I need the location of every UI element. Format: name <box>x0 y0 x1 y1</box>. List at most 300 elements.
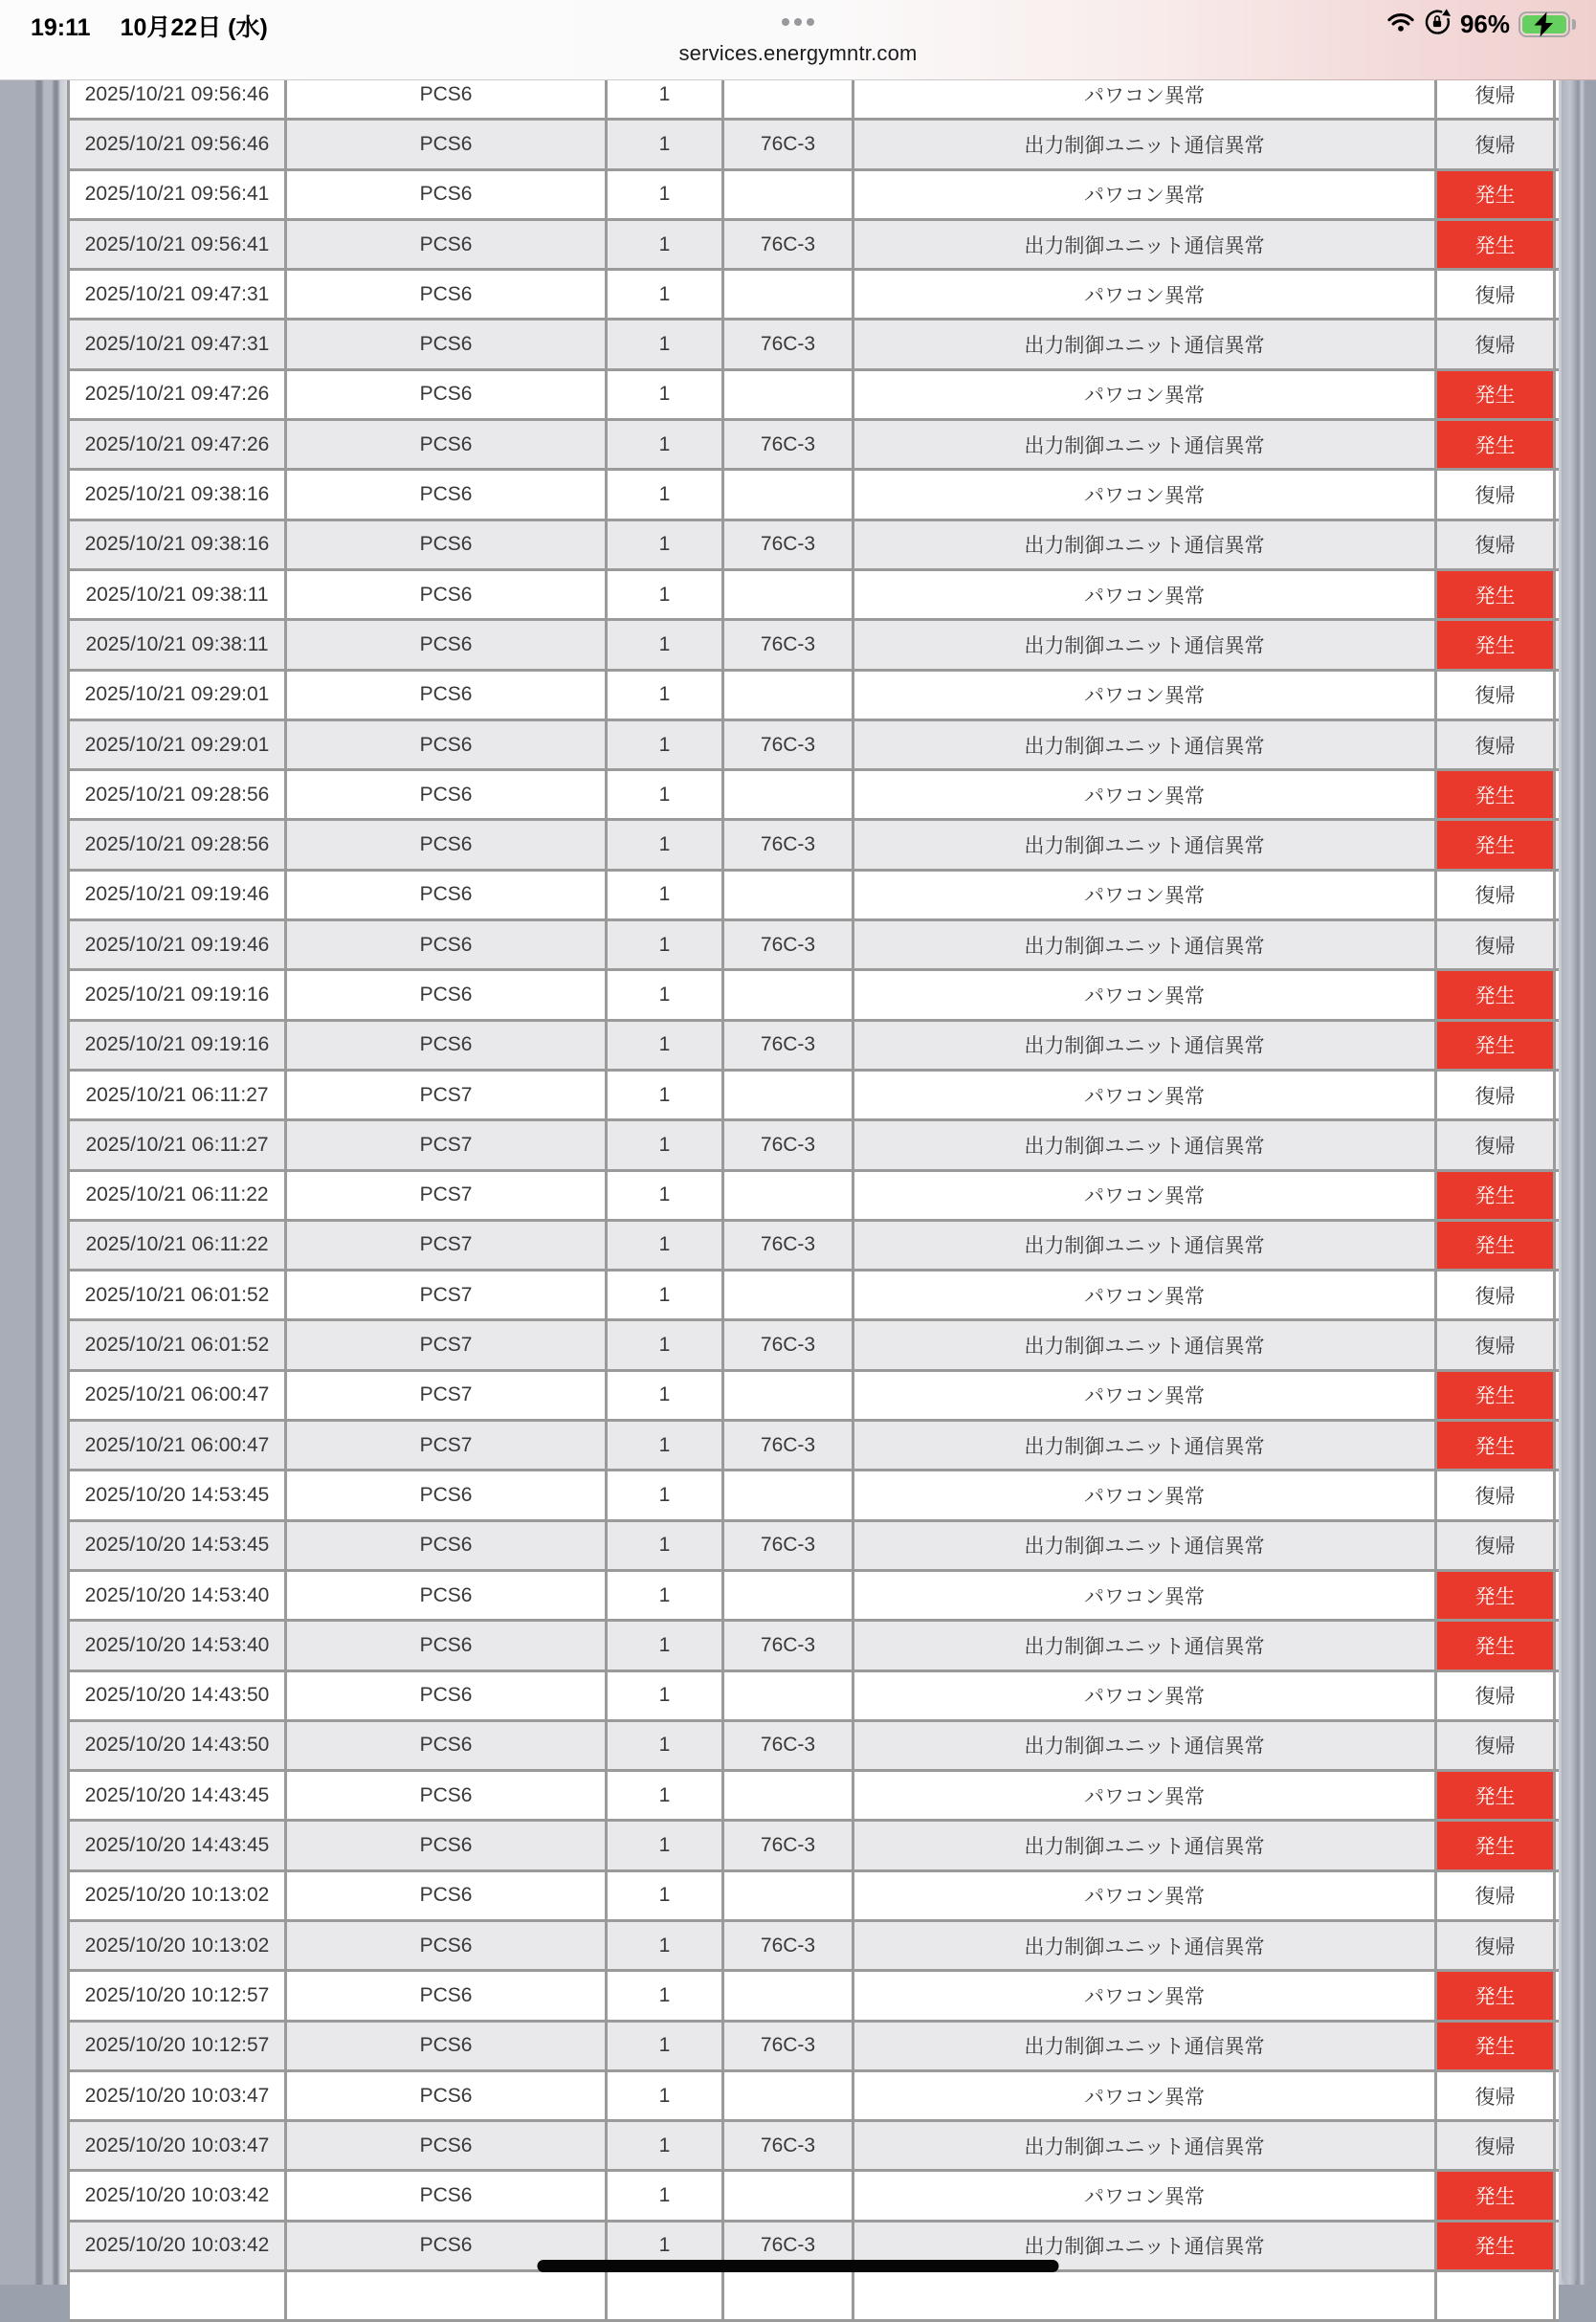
cell-status: 復帰 <box>1437 471 1556 518</box>
cell-count: 1 <box>608 872 724 918</box>
cell-count: 1 <box>608 1672 724 1719</box>
cell-message: パワコン異常 <box>854 371 1437 418</box>
cell-timestamp: 2025/10/21 09:19:46 <box>70 921 287 968</box>
cell-status: 発生 <box>1437 221 1556 268</box>
cell-message: 出力制御ユニット通信異常 <box>854 1022 1437 1069</box>
cell-status: 復帰 <box>1437 121 1556 167</box>
cell-device: PCS6 <box>287 1872 608 1919</box>
url-host-label: services.energymntr.com <box>678 41 918 65</box>
cell-code <box>724 1972 854 2019</box>
cell-timestamp: 2025/10/20 14:43:50 <box>70 1672 287 1719</box>
cell-timestamp: 2025/10/20 14:53:40 <box>70 1622 287 1669</box>
table-row <box>70 1822 1559 1871</box>
cell-count: 1 <box>608 1972 724 2019</box>
table-row <box>70 1572 1559 1622</box>
cell-device: PCS6 <box>287 672 608 719</box>
address-bar[interactable] <box>0 41 1596 66</box>
cell-code <box>724 771 854 818</box>
table-row <box>70 121 1559 170</box>
cell-message: 出力制御ユニット通信異常 <box>854 1822 1437 1869</box>
home-indicator[interactable] <box>538 2260 1059 2272</box>
right-scrollbar-track[interactable] <box>1556 0 1596 2285</box>
cell-message: 出力制御ユニット通信異常 <box>854 1121 1437 1168</box>
table-row <box>70 1722 1559 1772</box>
cell-code <box>724 971 854 1018</box>
table-row <box>70 2072 1559 2122</box>
cell-status: 復帰 <box>1437 921 1556 968</box>
table-row <box>70 1471 1559 1521</box>
cell-count <box>608 2272 724 2319</box>
cell-device: PCS6 <box>287 1922 608 1969</box>
cell-status: 復帰 <box>1437 1321 1556 1368</box>
cell-count: 1 <box>608 1422 724 1469</box>
cell-code <box>724 1072 854 1118</box>
table-row <box>70 872 1559 921</box>
cell-status: 発生 <box>1437 971 1556 1018</box>
cell-device: PCS7 <box>287 1072 608 1118</box>
cell-code: 76C-3 <box>724 621 854 668</box>
cell-device: PCS7 <box>287 1222 608 1269</box>
cell-timestamp: 2025/10/20 14:53:40 <box>70 1572 287 1619</box>
cell-device: PCS6 <box>287 1622 608 1669</box>
scrollbar-thumb[interactable] <box>1562 0 1577 2285</box>
table-row <box>70 571 1559 621</box>
cell-message: 出力制御ユニット通信異常 <box>854 321 1437 367</box>
cell-device: PCS6 <box>287 171 608 218</box>
cell-timestamp: 2025/10/21 09:56:41 <box>70 171 287 218</box>
cell-timestamp <box>70 2272 287 2319</box>
cell-count: 1 <box>608 1272 724 1318</box>
cell-count: 1 <box>608 1822 724 1869</box>
cell-timestamp: 2025/10/21 06:01:52 <box>70 1321 287 1368</box>
cell-message: 出力制御ユニット通信異常 <box>854 421 1437 468</box>
cell-code <box>724 1872 854 1919</box>
cell-timestamp: 2025/10/21 06:00:47 <box>70 1422 287 1469</box>
alarm-log-table <box>67 71 1559 2285</box>
cell-code <box>724 271 854 318</box>
cell-status: 発生 <box>1437 1172 1556 1219</box>
cell-timestamp: 2025/10/21 06:11:27 <box>70 1072 287 1118</box>
cell-timestamp: 2025/10/20 14:43:45 <box>70 1822 287 1869</box>
table-row <box>70 1622 1559 1671</box>
cell-device: PCS6 <box>287 872 608 918</box>
table-row <box>70 721 1559 771</box>
cell-code <box>724 2072 854 2119</box>
battery-percent-label: 96% <box>1459 10 1510 38</box>
cell-timestamp: 2025/10/21 06:01:52 <box>70 1272 287 1318</box>
cell-device: PCS6 <box>287 371 608 418</box>
cell-status: 発生 <box>1437 421 1556 468</box>
cell-message: パワコン異常 <box>854 1572 1437 1619</box>
table-row <box>70 1672 1559 1722</box>
cell-message: パワコン異常 <box>854 171 1437 218</box>
orientation-lock-icon <box>1423 8 1452 41</box>
table-row <box>70 1222 1559 1272</box>
cell-message: パワコン異常 <box>854 872 1437 918</box>
cell-count: 1 <box>608 1572 724 1619</box>
table-row <box>70 471 1559 520</box>
cell-device: PCS6 <box>287 71 608 118</box>
cell-device: PCS6 <box>287 321 608 367</box>
cell-code: 76C-3 <box>724 2023 854 2069</box>
cell-count: 1 <box>608 1172 724 1219</box>
cell-count: 1 <box>608 2222 724 2269</box>
cell-code: 76C-3 <box>724 921 854 968</box>
cell-code <box>724 1772 854 1819</box>
table-row <box>70 971 1559 1021</box>
cell-device: PCS6 <box>287 1772 608 1819</box>
table-row <box>70 1072 1559 1121</box>
cell-device: PCS6 <box>287 1822 608 1869</box>
cell-device: PCS6 <box>287 921 608 968</box>
table-row <box>70 921 1559 971</box>
cell-message: パワコン異常 <box>854 1372 1437 1419</box>
cell-timestamp: 2025/10/20 10:12:57 <box>70 1972 287 2019</box>
cell-count: 1 <box>608 1722 724 1769</box>
cell-message: パワコン異常 <box>854 1872 1437 1919</box>
cell-timestamp: 2025/10/21 09:56:41 <box>70 221 287 268</box>
cell-timestamp: 2025/10/21 09:29:01 <box>70 721 287 768</box>
cell-message: 出力制御ユニット通信異常 <box>854 521 1437 568</box>
cell-timestamp: 2025/10/21 09:19:16 <box>70 971 287 1018</box>
cell-timestamp: 2025/10/21 09:19:16 <box>70 1022 287 1069</box>
cell-timestamp: 2025/10/21 06:00:47 <box>70 1372 287 1419</box>
cell-code <box>724 171 854 218</box>
cell-message: パワコン異常 <box>854 771 1437 818</box>
cell-device: PCS6 <box>287 421 608 468</box>
cell-timestamp: 2025/10/21 09:38:11 <box>70 621 287 668</box>
cell-count: 1 <box>608 921 724 968</box>
cell-count: 1 <box>608 371 724 418</box>
cell-status: 復帰 <box>1437 521 1556 568</box>
cell-message: パワコン異常 <box>854 971 1437 1018</box>
cell-status: 復帰 <box>1437 1922 1556 1969</box>
cell-device: PCS6 <box>287 1972 608 2019</box>
cell-status: 復帰 <box>1437 71 1556 118</box>
cell-device: PCS7 <box>287 1422 608 1469</box>
cell-count: 1 <box>608 571 724 618</box>
cell-message: パワコン異常 <box>854 1471 1437 1518</box>
cell-code: 76C-3 <box>724 721 854 768</box>
cell-code: 76C-3 <box>724 221 854 268</box>
cell-code: 76C-3 <box>724 1822 854 1869</box>
cell-device: PCS6 <box>287 2122 608 2169</box>
table-row <box>70 2122 1559 2172</box>
table-row <box>70 1321 1559 1371</box>
cell-timestamp: 2025/10/20 14:53:45 <box>70 1522 287 1569</box>
table-row <box>70 2172 1559 2222</box>
cell-code: 76C-3 <box>724 1121 854 1168</box>
cell-status: 復帰 <box>1437 321 1556 367</box>
cell-code: 76C-3 <box>724 1522 854 1569</box>
cell-code <box>724 1572 854 1619</box>
cell-message: 出力制御ユニット通信異常 <box>854 921 1437 968</box>
cell-count: 1 <box>608 1522 724 1569</box>
cell-message: パワコン異常 <box>854 571 1437 618</box>
cell-message: 出力制御ユニット通信異常 <box>854 721 1437 768</box>
cell-count: 1 <box>608 1372 724 1419</box>
cell-timestamp: 2025/10/21 09:19:46 <box>70 872 287 918</box>
cell-timestamp: 2025/10/20 10:03:47 <box>70 2122 287 2169</box>
cell-device <box>287 2272 608 2319</box>
cell-timestamp: 2025/10/21 09:28:56 <box>70 821 287 868</box>
cell-status: 発生 <box>1437 1022 1556 1069</box>
cell-count: 1 <box>608 621 724 668</box>
status-bar-right <box>1387 8 1575 41</box>
cell-message: 出力制御ユニット通信異常 <box>854 821 1437 868</box>
cell-device: PCS6 <box>287 1672 608 1719</box>
cell-timestamp: 2025/10/21 06:11:22 <box>70 1222 287 1269</box>
wifi-icon <box>1387 12 1414 37</box>
cell-count: 1 <box>608 321 724 367</box>
cell-message: 出力制御ユニット通信異常 <box>854 221 1437 268</box>
cell-message: パワコン異常 <box>854 271 1437 318</box>
cell-timestamp: 2025/10/21 06:11:27 <box>70 1121 287 1168</box>
clock-label: 19:11 <box>31 14 91 41</box>
cell-code <box>724 571 854 618</box>
cell-code: 76C-3 <box>724 1422 854 1469</box>
table-row <box>70 821 1559 871</box>
cell-message <box>854 2272 1437 2319</box>
table-row <box>70 321 1559 370</box>
cell-count: 1 <box>608 1622 724 1669</box>
cell-code: 76C-3 <box>724 2222 854 2269</box>
cell-device: PCS6 <box>287 721 608 768</box>
status-bar-left <box>31 9 268 43</box>
cell-device: PCS7 <box>287 1372 608 1419</box>
cell-message: パワコン異常 <box>854 1272 1437 1318</box>
cell-status: 復帰 <box>1437 1121 1556 1168</box>
cell-device: PCS7 <box>287 1172 608 1219</box>
cell-status: 復帰 <box>1437 271 1556 318</box>
cell-message: 出力制御ユニット通信異常 <box>854 1622 1437 1669</box>
cell-count: 1 <box>608 521 724 568</box>
cell-message: 出力制御ユニット通信異常 <box>854 2023 1437 2069</box>
cell-status: 発生 <box>1437 1222 1556 1269</box>
battery-charging-icon <box>1518 11 1570 37</box>
cell-device: PCS6 <box>287 1572 608 1619</box>
table-row <box>70 771 1559 821</box>
cell-count: 1 <box>608 771 724 818</box>
cell-code <box>724 1272 854 1318</box>
table-row <box>70 371 1559 421</box>
cell-status: 発生 <box>1437 1972 1556 2019</box>
cell-device: PCS6 <box>287 821 608 868</box>
cell-message: 出力制御ユニット通信異常 <box>854 1922 1437 1969</box>
cell-message: 出力制御ユニット通信異常 <box>854 1222 1437 1269</box>
cell-status: 復帰 <box>1437 1672 1556 1719</box>
cell-code: 76C-3 <box>724 821 854 868</box>
cell-count: 1 <box>608 1222 724 1269</box>
cell-code: 76C-3 <box>724 1321 854 1368</box>
cell-timestamp: 2025/10/21 09:38:11 <box>70 571 287 618</box>
table-row <box>70 171 1559 221</box>
cell-count: 1 <box>608 971 724 1018</box>
table-row <box>70 2272 1559 2322</box>
cell-device: PCS6 <box>287 1471 608 1518</box>
cell-device: PCS6 <box>287 771 608 818</box>
cell-code <box>724 1372 854 1419</box>
cell-code: 76C-3 <box>724 1622 854 1669</box>
cell-status: 発生 <box>1437 1572 1556 1619</box>
cell-message: パワコン異常 <box>854 1672 1437 1719</box>
cell-count: 1 <box>608 1121 724 1168</box>
cell-device: PCS7 <box>287 1272 608 1318</box>
cell-count: 1 <box>608 471 724 518</box>
cell-count: 1 <box>608 271 724 318</box>
table-row <box>70 1522 1559 1572</box>
cell-device: PCS6 <box>287 2023 608 2069</box>
cell-message: パワコン異常 <box>854 2172 1437 2219</box>
cell-timestamp: 2025/10/20 10:13:02 <box>70 1922 287 1969</box>
cell-device: PCS6 <box>287 521 608 568</box>
cell-message: 出力制御ユニット通信異常 <box>854 1321 1437 1368</box>
cell-status: 復帰 <box>1437 2072 1556 2119</box>
table-row <box>70 621 1559 671</box>
cell-status: 発生 <box>1437 171 1556 218</box>
cell-timestamp: 2025/10/20 10:03:42 <box>70 2172 287 2219</box>
cell-code <box>724 1172 854 1219</box>
cell-message: パワコン異常 <box>854 1972 1437 2019</box>
cell-code <box>724 872 854 918</box>
cell-status: 発生 <box>1437 621 1556 668</box>
cell-code <box>724 2272 854 2319</box>
cell-timestamp: 2025/10/20 14:43:50 <box>70 1722 287 1769</box>
table-row <box>70 1172 1559 1222</box>
cell-count: 1 <box>608 721 724 768</box>
table-row <box>70 1922 1559 1972</box>
cell-status: 発生 <box>1437 1822 1556 1869</box>
cell-message: 出力制御ユニット通信異常 <box>854 2222 1437 2269</box>
cell-count: 1 <box>608 71 724 118</box>
left-scroll-gutter <box>0 0 67 2285</box>
cell-message: 出力制御ユニット通信異常 <box>854 1522 1437 1569</box>
table-row <box>70 1872 1559 1922</box>
cell-count: 1 <box>608 2072 724 2119</box>
cell-status: 発生 <box>1437 1372 1556 1419</box>
cell-device: PCS6 <box>287 1022 608 1069</box>
cell-code <box>724 371 854 418</box>
cell-status: 復帰 <box>1437 1522 1556 1569</box>
cell-count: 1 <box>608 1072 724 1118</box>
table-row <box>70 1422 1559 1471</box>
cell-message: 出力制御ユニット通信異常 <box>854 1422 1437 1469</box>
table-row <box>70 521 1559 571</box>
cell-code <box>724 471 854 518</box>
table-row <box>70 271 1559 321</box>
cell-timestamp: 2025/10/21 09:47:31 <box>70 271 287 318</box>
cell-code <box>724 1672 854 1719</box>
table-row <box>70 221 1559 271</box>
cell-status: 発生 <box>1437 571 1556 618</box>
cell-code <box>724 2172 854 2219</box>
cell-timestamp: 2025/10/21 09:38:16 <box>70 471 287 518</box>
cell-status: 発生 <box>1437 2172 1556 2219</box>
cell-device: PCS6 <box>287 621 608 668</box>
cell-count: 1 <box>608 171 724 218</box>
cell-device: PCS6 <box>287 271 608 318</box>
cell-status: 発生 <box>1437 1422 1556 1469</box>
alarm-rows <box>70 71 1559 2322</box>
cell-timestamp: 2025/10/20 14:53:45 <box>70 1471 287 1518</box>
cell-status: 発生 <box>1437 371 1556 418</box>
cell-status: 発生 <box>1437 1622 1556 1669</box>
cell-code: 76C-3 <box>724 321 854 367</box>
tab-overflow-ellipsis-icon[interactable] <box>782 18 814 26</box>
cell-count: 1 <box>608 2122 724 2169</box>
cell-device: PCS6 <box>287 1522 608 1569</box>
cell-count: 1 <box>608 1471 724 1518</box>
cell-device: PCS6 <box>287 2222 608 2269</box>
cell-count: 1 <box>608 2023 724 2069</box>
table-row <box>70 672 1559 721</box>
cell-timestamp: 2025/10/20 10:13:02 <box>70 1872 287 1919</box>
cell-timestamp: 2025/10/21 09:28:56 <box>70 771 287 818</box>
cell-timestamp: 2025/10/21 09:38:16 <box>70 521 287 568</box>
cell-status <box>1437 2272 1556 2319</box>
cell-message: パワコン異常 <box>854 1172 1437 1219</box>
cell-code: 76C-3 <box>724 2122 854 2169</box>
cell-status: 復帰 <box>1437 672 1556 719</box>
cell-device: PCS6 <box>287 121 608 167</box>
cell-count: 1 <box>608 221 724 268</box>
table-row <box>70 2023 1559 2072</box>
cell-timestamp: 2025/10/20 14:43:45 <box>70 1772 287 1819</box>
cell-status: 復帰 <box>1437 1471 1556 1518</box>
table-row <box>70 1972 1559 2022</box>
cell-code: 76C-3 <box>724 1022 854 1069</box>
cell-message: パワコン異常 <box>854 672 1437 719</box>
cell-message: パワコン異常 <box>854 1072 1437 1118</box>
table-row <box>70 421 1559 471</box>
cell-status: 発生 <box>1437 821 1556 868</box>
cell-message: 出力制御ユニット通信異常 <box>854 621 1437 668</box>
cell-count: 1 <box>608 2172 724 2219</box>
cell-code: 76C-3 <box>724 421 854 468</box>
cell-timestamp: 2025/10/21 09:56:46 <box>70 121 287 167</box>
cell-device: PCS6 <box>287 971 608 1018</box>
cell-timestamp: 2025/10/21 09:47:31 <box>70 321 287 367</box>
cell-message: パワコン異常 <box>854 2072 1437 2119</box>
cell-status: 復帰 <box>1437 1272 1556 1318</box>
cell-status: 復帰 <box>1437 1072 1556 1118</box>
safari-top-chrome <box>0 0 1596 80</box>
cell-count: 1 <box>608 1922 724 1969</box>
cell-code <box>724 1471 854 1518</box>
cell-count: 1 <box>608 121 724 167</box>
table-row <box>70 1272 1559 1321</box>
cell-device: PCS7 <box>287 1121 608 1168</box>
cell-code: 76C-3 <box>724 1922 854 1969</box>
cell-device: PCS6 <box>287 2072 608 2119</box>
cell-timestamp: 2025/10/20 10:03:42 <box>70 2222 287 2269</box>
cell-message: パワコン異常 <box>854 71 1437 118</box>
cell-timestamp: 2025/10/21 09:47:26 <box>70 421 287 468</box>
cell-count: 1 <box>608 1321 724 1368</box>
cell-code <box>724 672 854 719</box>
cell-count: 1 <box>608 1872 724 1919</box>
cell-device: PCS6 <box>287 571 608 618</box>
cell-status: 復帰 <box>1437 1722 1556 1769</box>
cell-count: 1 <box>608 1772 724 1819</box>
cell-device: PCS6 <box>287 471 608 518</box>
cell-code: 76C-3 <box>724 1722 854 1769</box>
cell-message: パワコン異常 <box>854 471 1437 518</box>
cell-status: 発生 <box>1437 771 1556 818</box>
cell-device: PCS6 <box>287 221 608 268</box>
cell-status: 発生 <box>1437 2222 1556 2269</box>
cell-timestamp: 2025/10/21 06:11:22 <box>70 1172 287 1219</box>
